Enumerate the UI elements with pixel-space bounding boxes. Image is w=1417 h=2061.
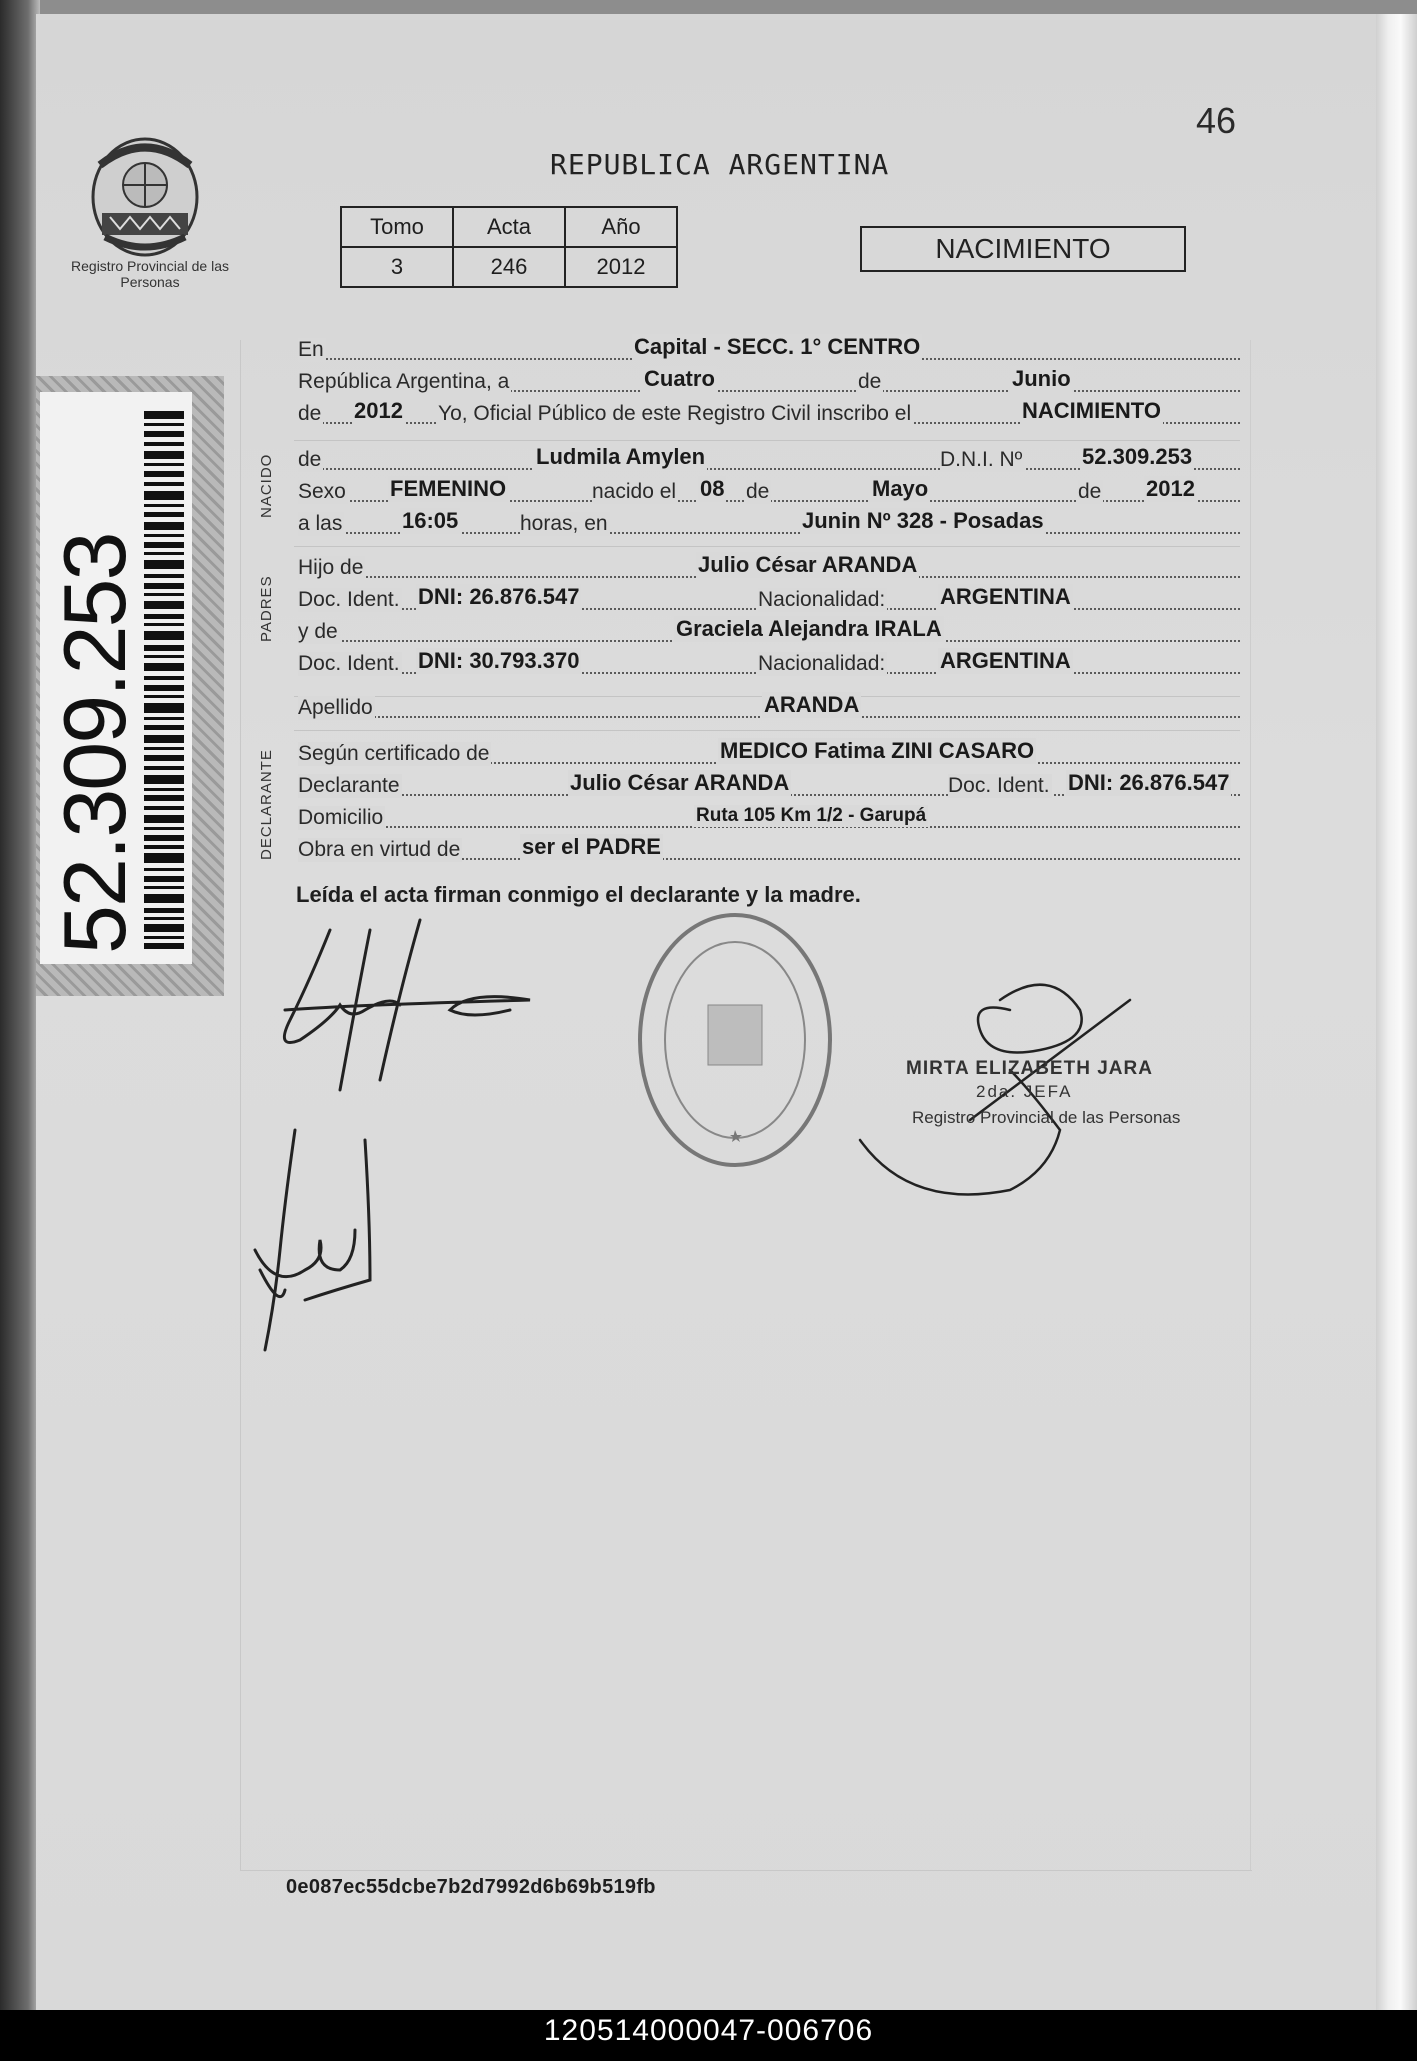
label-doc-ident: Doc. Ident. [298, 588, 400, 611]
closing-statement: Leída el acta firman conmigo el declarante y la madre. [296, 882, 861, 907]
label-dni: D.N.I. Nº [940, 448, 1023, 471]
registry-name: Registro Provincial de las Personas [71, 258, 229, 290]
value-apellido: ARANDA [764, 692, 860, 717]
row-sexo [298, 476, 1240, 510]
label-domicilio: Domicilio [298, 806, 384, 829]
footer-id: 120514000047-006706 [543, 2014, 874, 2047]
value-mes-nac: Mayo [872, 476, 929, 501]
document-title: REPUBLICA ARGENTINA [550, 148, 890, 181]
barcode-icon [144, 409, 184, 949]
label-obra-virtud: Obra en virtud de [298, 838, 461, 861]
value-dni: 52.309.253 [1082, 444, 1193, 469]
row-anio [298, 398, 1240, 432]
value-tipo: NACIMIENTO [1022, 398, 1161, 423]
value-madre-nac: ARGENTINA [940, 648, 1071, 673]
value-tomo: 3 [341, 247, 453, 287]
reference-table [340, 206, 678, 288]
mother-signature [245, 1120, 405, 1370]
label-y-de: y de [298, 620, 338, 643]
frame-line [240, 340, 241, 1870]
value-hora: 16:05 [402, 508, 459, 533]
label-hijo-de: Hijo de [298, 556, 364, 579]
row-hora [298, 508, 1240, 542]
label-doc-ident-madre: Doc. Ident. [298, 652, 400, 675]
label-de-anio: de [298, 402, 322, 425]
label-de: de [858, 370, 882, 393]
official-name: MIRTA ELIZABETH JARA [906, 1058, 1153, 1079]
label-de-mes: de [746, 480, 770, 503]
value-padre: Julio César ARANDA [698, 552, 918, 577]
value-declarante: Julio César ARANDA [570, 770, 790, 795]
section-separator [294, 546, 1240, 547]
label-de-nombre: de [298, 448, 322, 471]
label-nacionalidad-madre: Nacionalidad: [758, 652, 886, 675]
barcode-label [40, 392, 192, 964]
value-madre: Graciela Alejandra IRALA [676, 616, 942, 641]
label-a-las: a las [298, 512, 343, 535]
value-sexo: FEMENINO [390, 476, 507, 501]
document-hash: 0e087ec55dcbe7b2d7992d6b69b519fb [286, 1876, 656, 1898]
value-acta: 246 [453, 247, 565, 287]
page-edge [1376, 14, 1417, 2010]
row-republica [298, 366, 1240, 400]
page-number: 46 [1196, 100, 1237, 141]
header-tomo: Tomo [341, 207, 453, 247]
value-padre-doc: DNI: 26.876.547 [418, 584, 580, 609]
declarant-signature [270, 910, 540, 1100]
value-padre-nac: ARGENTINA [940, 584, 1071, 609]
label-de-anio-nac: de [1078, 480, 1102, 503]
section-label-nacido: NACIDO [258, 453, 275, 518]
book-spine [0, 0, 40, 2010]
section-separator [294, 730, 1240, 731]
official-seal-icon [630, 905, 840, 1175]
value-obra-virtud: ser el PADRE [522, 834, 661, 859]
value-dia-acta: Cuatro [644, 366, 715, 391]
row-madre [298, 616, 1240, 650]
official-role: 2da. JEFA [976, 1082, 1073, 1101]
header-acta: Acta [453, 207, 565, 247]
label-en: En [298, 338, 324, 361]
label-nacido-el: nacido el [592, 480, 677, 503]
row-certificado [298, 738, 1240, 772]
value-dia-nac: 08 [700, 476, 725, 501]
row-en [298, 334, 1240, 368]
label-sexo: Sexo [298, 480, 346, 503]
label-doc-ident-declarante: Doc. Ident. [948, 774, 1050, 797]
row-padre-doc [298, 584, 1240, 618]
row-obra-virtud [298, 834, 1240, 868]
section-label-padres: PADRES [258, 575, 275, 642]
label-apellido: Apellido [298, 696, 373, 719]
label-republica: República Argentina, a [298, 370, 510, 393]
official-organization: Registro Provincial de las Personas [912, 1108, 1181, 1127]
label-oficial: Yo, Oficial Público de este Registro Civil inscribo el [438, 402, 912, 425]
value-declarante-doc: DNI: 26.876.547 [1068, 770, 1230, 795]
value-lugar-nac: Junin Nº 328 - Posadas [802, 508, 1044, 533]
row-padre [298, 552, 1240, 586]
value-certificado: MEDICO Fatima ZINI CASARO [720, 738, 1035, 763]
value-lugar: Capital - SECC. 1° CENTRO [634, 334, 921, 359]
value-madre-doc: DNI: 30.793.370 [418, 648, 580, 673]
value-anio: 2012 [565, 247, 677, 287]
row-declarante [298, 770, 1240, 804]
label-horas-en: horas, en [520, 512, 608, 535]
coat-of-arms-icon [80, 125, 210, 265]
value-nombre: Ludmila Amylen [536, 444, 706, 469]
record-type-box: NACIMIENTO [860, 226, 1186, 272]
value-mes-acta: Junio [1012, 366, 1071, 391]
row-nombre [298, 444, 1240, 478]
label-declarante: Declarante [298, 774, 400, 797]
row-madre-doc [298, 648, 1240, 682]
label-segun-certificado: Según certificado de [298, 742, 490, 765]
value-anio-nac: 2012 [1146, 476, 1195, 501]
section-label-declarante: DECLARANTE [258, 749, 275, 860]
row-domicilio [298, 806, 1240, 836]
header-anio: Año [565, 207, 677, 247]
frame-line [240, 1870, 1252, 1871]
label-nacionalidad: Nacionalidad: [758, 588, 886, 611]
row-apellido [298, 692, 1240, 726]
value-anio-acta: 2012 [354, 398, 403, 423]
value-domicilio: Ruta 105 Km 1/2 - Garupá [696, 805, 927, 826]
frame-line [1250, 340, 1251, 1870]
barcode-number: 52.309.253 [45, 533, 144, 954]
section-separator [294, 440, 1240, 441]
